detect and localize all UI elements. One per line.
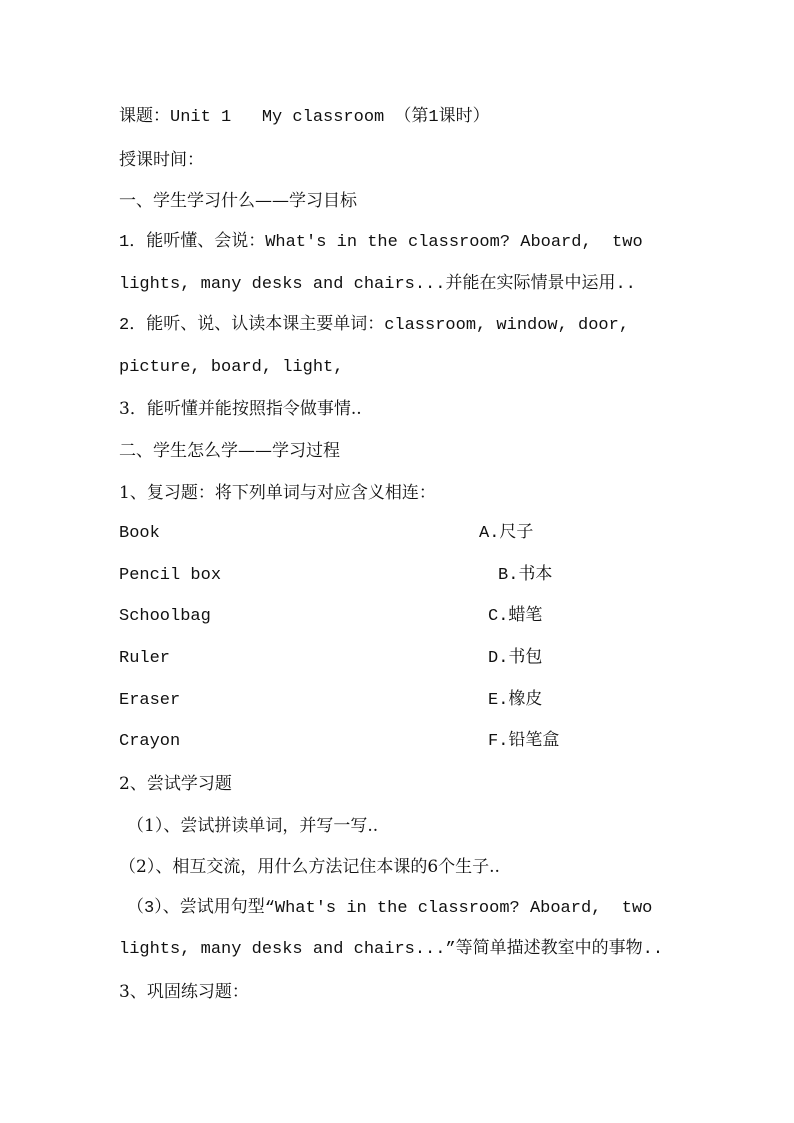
try-heading: 2、尝试学习题 (119, 774, 232, 794)
lesson-time: 授课时间： (119, 150, 204, 170)
match-word: Pencil box (119, 566, 222, 585)
match-word: Ruler (119, 649, 171, 668)
goal-1-line-2: lights, many desks and chairs...并能在实际情景中运用.. (119, 275, 636, 294)
match-word: Eraser (119, 691, 181, 710)
goal-1-line-1: 1．能听懂、会说：What's in the classroom? Aboard, two (119, 233, 643, 252)
try-item-2: （2）、相互交流，用什么方法记住本课的6个生子.. (119, 857, 500, 877)
match-meaning: D.书包 (488, 649, 543, 668)
review-instruction: 1、复习题：将下列单词与对应含义相连： (119, 483, 436, 503)
match-word: Schoolbag (119, 607, 211, 626)
section-heading-goals: 一、学生学习什么——学习目标 (119, 191, 357, 211)
match-meaning: B.书本 (498, 566, 553, 585)
try-item-3-line-1: （3）、尝试用句型“What's in the classroom? Aboard, two (127, 899, 653, 918)
goal-2-line-2: picture, board, light, (119, 358, 344, 377)
try-item-1: （1）、尝试拼读单词，并写一写.. (127, 816, 379, 836)
match-meaning: F.铅笔盒 (488, 732, 560, 751)
try-item-3-line-2: lights, many desks and chairs...”等简单描述教室中的事物.. (119, 940, 664, 959)
consolidate-heading: 3、巩固练习题： (119, 982, 249, 1002)
goal-2-line-1: 2．能听、说、认读本课主要单词：classroom, window, door, (119, 316, 630, 335)
match-meaning: C.蜡笔 (488, 607, 543, 626)
match-meaning: A.尺子 (479, 524, 534, 543)
match-word: Book (119, 524, 160, 543)
match-word: Crayon (119, 732, 181, 751)
lesson-title: 课题：Unit 1 My classroom （第1课时） (119, 108, 490, 127)
section-heading-process: 二、学生怎么学——学习过程 (119, 441, 340, 461)
match-meaning: E.橡皮 (488, 691, 543, 710)
goal-3: 3．能听懂并能按照指令做事情.. (119, 399, 362, 419)
